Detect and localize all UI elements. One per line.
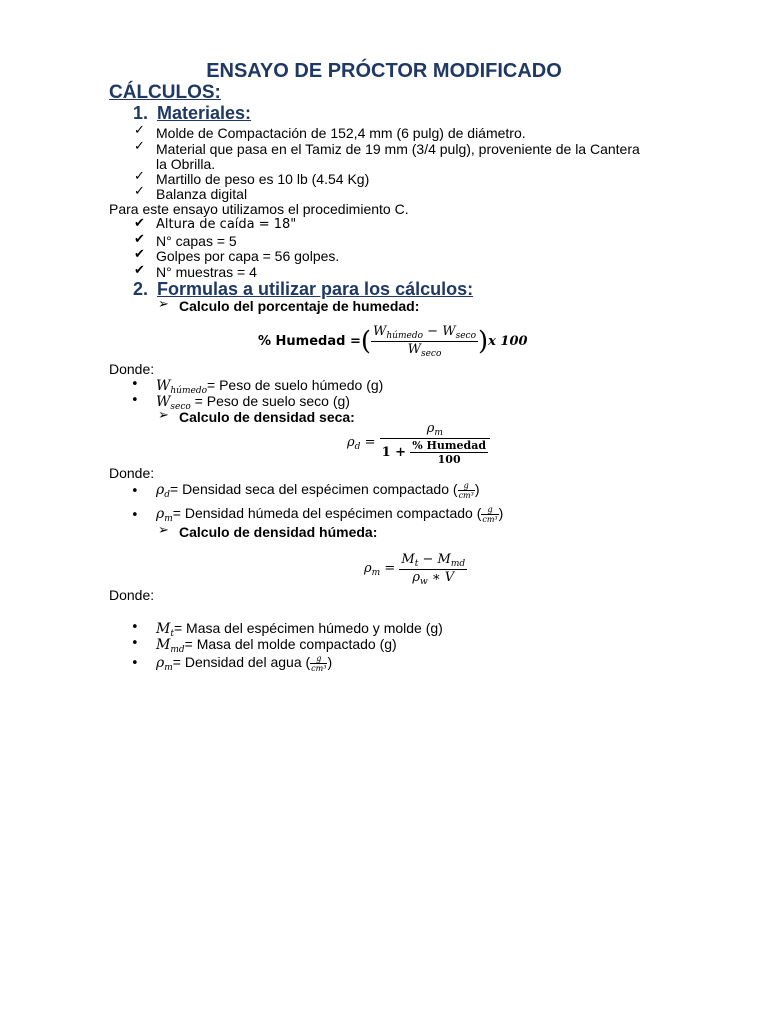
check-icon: ✓: [134, 169, 145, 184]
wet-density-denominator: $\rho_w$ ∗ V: [412, 570, 455, 587]
procedure-item-4: N° muestras = 4: [156, 264, 257, 280]
wet-density-def-1: $M_t=$ Masa del espécimen húmedo y molde (g): [156, 620, 443, 639]
check-icon: ✓: [134, 139, 145, 154]
paren-open: (: [360, 326, 372, 357]
material-item-2-cont: la Obrilla.: [156, 156, 216, 172]
material-item-1: Molde de Compactación de 152,4 mm (6 pulg) de diámetro.: [156, 125, 526, 141]
paren-close: ): [478, 326, 489, 357]
humidity-denominator: $W_{seco}$: [407, 342, 442, 359]
section-2-number: 2.: [133, 279, 149, 299]
wet-density-heading: Calculo de densidad húmeda:: [179, 524, 378, 540]
calculos-heading: CÁLCULOS:: [109, 82, 221, 103]
bullet-icon: •: [131, 484, 139, 499]
section-1-number: 1.: [133, 103, 149, 123]
procedure-item-3: Golpes por capa = 56 golpes.: [156, 248, 340, 264]
dry-density-fraction: [380, 421, 490, 466]
wet-density-fraction: [399, 552, 467, 587]
humidity-def-2: $W_{seco}$ = Peso de suelo seco (g): [156, 393, 350, 412]
humidity-def-1: $W_{húmedo}=$ Peso de suelo húmedo (g): [156, 377, 384, 396]
dry-density-def-1: $\rho_d=$ Densidad seca del espécimen compactado ( $\frac{g}{\text{cm³}}$ ): [156, 481, 480, 501]
procedure-item-1: Altura de caída = 18": [156, 217, 297, 232]
arrow-icon: ➢: [158, 523, 169, 538]
wet-density-def-3: $\rho_m=$ Densidad del agua ( $\frac{g}{\text{cm³}}$ ): [156, 654, 333, 674]
bullet-icon: •: [131, 508, 139, 523]
humidity-formula: [258, 324, 528, 364]
check-icon: ✓: [134, 123, 145, 138]
material-item-3: Martillo de peso es 10 lb (4.54 Kg): [156, 171, 370, 187]
material-item-2: Material que pasa en el Tamiz de 19 mm (3/4 pulg), proveniente de la Cantera: [156, 141, 640, 157]
check-bold-icon: ✔: [134, 216, 145, 231]
humidity-numerator: $W_{húmedo} - W_{seco}$: [373, 324, 476, 341]
check-bold-icon: ✔: [134, 232, 145, 247]
bullet-icon: •: [131, 636, 139, 651]
dry-density-heading: Calculo de densidad seca:: [179, 409, 355, 425]
wet-density-numerator: $M_t - M_{md}$: [401, 552, 466, 569]
arrow-icon: ➢: [158, 297, 169, 312]
section-1-heading: [133, 103, 251, 124]
dry-density-numerator: $\rho_m$: [380, 421, 490, 439]
bullet-icon: •: [131, 393, 139, 408]
wet-density-formula: $\rho_m$ = $\frac{M_t - M_{md}}{\rho_w ∗ V}$: [364, 552, 466, 587]
dry-density-def-2: $\rho_m=$ Densidad húmeda del espécimen compactado ( $\frac{g}{\text{cm³}}$ ): [156, 505, 504, 525]
procedure-text: Para este ensayo utilizamos el procedimiento C.: [109, 201, 409, 217]
wet-density-def-2: $M_{md}=$ Masa del molde compactado (g): [156, 636, 397, 655]
check-icon: ✓: [134, 184, 145, 199]
document-title: ENSAYO DE PRÓCTOR MODIFICADO: [206, 60, 562, 82]
material-item-4: Balanza digital: [156, 186, 248, 202]
humidity-lhs: % Humedad =: [258, 334, 361, 349]
bullet-icon: •: [131, 620, 139, 635]
arrow-icon: ➢: [158, 408, 169, 423]
check-bold-icon: ✔: [134, 247, 145, 262]
wet-density-donde: Donde:: [109, 587, 155, 603]
bullet-icon: •: [131, 656, 139, 671]
section-2-title: Formulas a utilizar para los cálculos:: [157, 279, 474, 299]
procedure-item-2: N° capas = 5: [156, 233, 237, 249]
check-bold-icon: ✔: [134, 263, 145, 278]
bullet-icon: •: [131, 377, 139, 392]
humidity-heading: Calculo del porcentaje de humedad:: [179, 298, 420, 314]
dry-density-donde: Donde:: [109, 465, 155, 481]
humidity-donde: Donde:: [109, 361, 155, 377]
section-1-title: Materiales:: [157, 103, 252, 123]
humidity-rhs: x 100: [488, 334, 528, 349]
humidity-fraction: [371, 324, 478, 359]
section-2-heading: [133, 279, 473, 300]
dry-density-denominator: 1 + $\frac{\text{\% Humedad}}{100}$: [381, 439, 487, 466]
dry-density-formula: $\rho_d$ = $\rho_m$ 1 + $\frac{\text{\% Humedad}}{100}$: [347, 421, 490, 466]
